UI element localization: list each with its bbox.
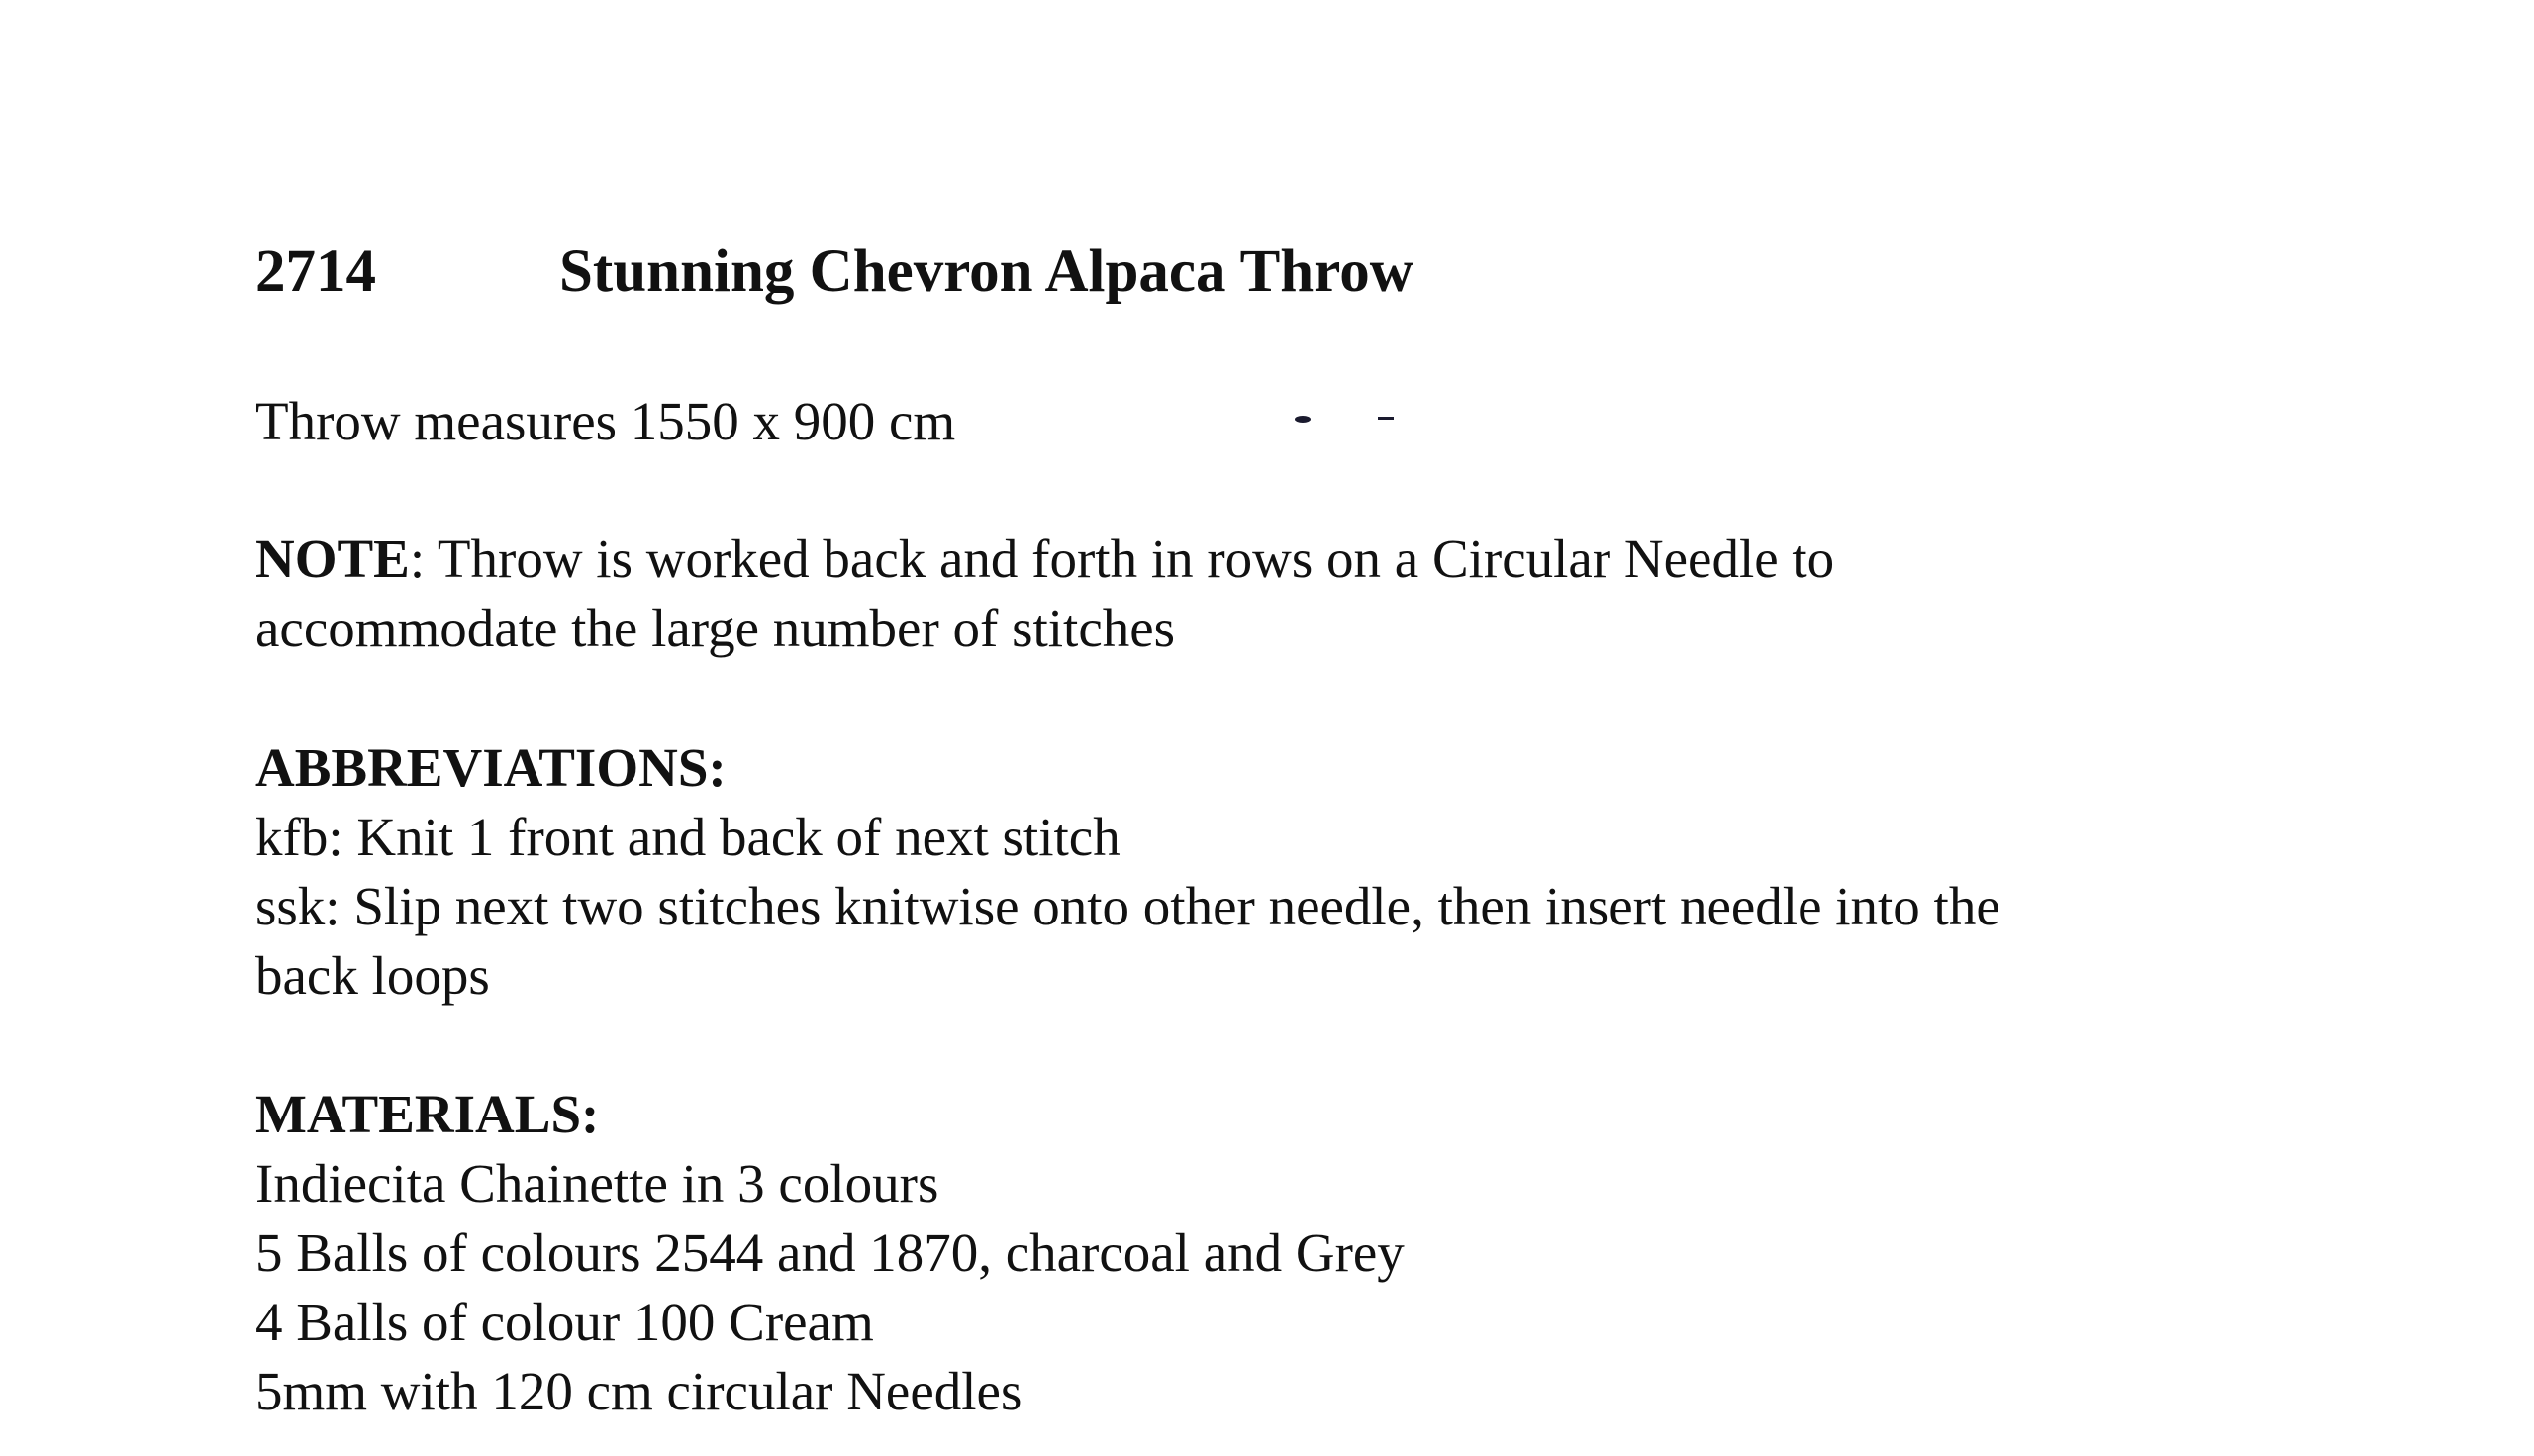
materials-item: 4 Balls of colour 100 Cream: [255, 1292, 874, 1352]
materials-item: 5 Balls of colours 2544 and 1870, charcoal and Grey: [255, 1222, 1405, 1283]
measurement-line: Throw measures 1550 x 900 cm: [255, 391, 956, 451]
note-line-2: accommodate the large number of stitches: [255, 598, 1176, 658]
ink-dash: [1378, 417, 1394, 420]
materials-item: 5mm with 120 cm circular Needles: [255, 1361, 1023, 1421]
note-text-1: : Throw is worked back and forth in rows on a Circular Needle to: [409, 529, 1835, 589]
note-label: NOTE: [255, 529, 410, 589]
abbrev-ssk-1: ssk: Slip next two stitches knitwise onto other needle, then insert needle into the: [255, 876, 2000, 936]
materials-item: Indiecita Chainette in 3 colours: [255, 1153, 939, 1213]
pattern-number: 2714: [255, 239, 376, 305]
ink-dot: [1295, 416, 1311, 423]
note-line-1: [255, 529, 1835, 589]
abbreviations-heading: ABBREVIATIONS:: [255, 737, 727, 798]
abbrev-kfb: kfb: Knit 1 front and back of next stitch: [255, 807, 1121, 867]
abbrev-ssk-2: back loops: [255, 945, 490, 1006]
materials-heading: MATERIALS:: [255, 1084, 600, 1144]
pattern-title: Stunning Chevron Alpaca Throw: [559, 239, 1413, 305]
